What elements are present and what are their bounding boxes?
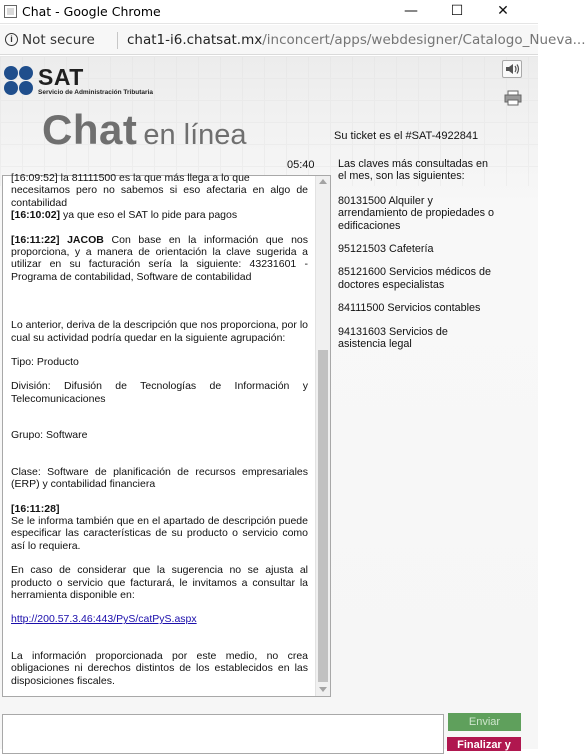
classification-grupo: Grupo: Software bbox=[11, 429, 88, 442]
window-titlebar bbox=[0, 0, 538, 24]
popular-code-item: 95121503 Cafetería bbox=[338, 243, 434, 256]
chat-messages bbox=[11, 172, 308, 687]
end-chat-button[interactable]: Finalizar y bbox=[447, 737, 521, 751]
chat-timer: 05:40 bbox=[287, 159, 315, 171]
message-header: [16:11:22] JACOB bbox=[11, 233, 104, 246]
popular-code-item: 85121600 Servicios médicos de doctores especialistas bbox=[338, 266, 492, 291]
sat-brand: SAT bbox=[38, 64, 84, 90]
message-text: ya que eso el SAT lo pide para pagos bbox=[62, 209, 238, 222]
scroll-up-arrow-icon[interactable] bbox=[319, 179, 327, 184]
url-host: chat1-i6.chatsat.mx bbox=[127, 32, 263, 48]
message bbox=[11, 209, 308, 221]
popular-code-item: 94131603 Servicios de asistencia legal bbox=[338, 325, 448, 351]
info-icon[interactable]: i bbox=[5, 33, 18, 46]
address-bar[interactable] bbox=[0, 25, 585, 55]
classification-clase: Clase: Software de planificación de recursos empresariales (ERP) y contabilidad financiera bbox=[11, 465, 308, 491]
popular-code-item: 84111500 Servicios contables bbox=[338, 302, 481, 315]
print-button[interactable] bbox=[504, 90, 522, 106]
transcript-scrollbar[interactable] bbox=[315, 176, 330, 696]
sat-logo bbox=[4, 66, 174, 102]
message-text: necesitamos pero no sabemos si eso afectaria en algo de contabilidad bbox=[11, 184, 308, 209]
message-text: La información proporcionada por este medio, no crea obligaciones ni derechos distintos de los establecidos en las disposiciones fiscales. bbox=[11, 649, 308, 687]
sound-toggle-button[interactable] bbox=[502, 60, 522, 78]
speaker-icon bbox=[503, 61, 521, 77]
url-path: /inconcert/apps/webdesigner/Catalogo_Nueva... bbox=[262, 32, 585, 48]
classification-division: División: Difusión de Tecnologías de Información y Telecomunicaciones bbox=[11, 380, 308, 405]
scroll-thumb[interactable] bbox=[318, 350, 328, 682]
security-status[interactable]: Not secure bbox=[22, 32, 95, 48]
page-title-main: Chat bbox=[42, 106, 138, 153]
message-timestamp: [16:10:02] bbox=[11, 209, 61, 222]
send-button[interactable]: Enviar bbox=[448, 713, 521, 731]
message-input[interactable] bbox=[2, 714, 444, 754]
message-text: En caso de considerar que la sugerencia no se ajusta al producto o servicio que facturará, le invitamos a consultar la herramienta disponible en: bbox=[11, 564, 308, 601]
address-divider bbox=[117, 32, 118, 49]
sat-logo-icon bbox=[4, 66, 36, 98]
page-title bbox=[42, 106, 247, 154]
chat-window-icon bbox=[4, 5, 17, 18]
message-timestamp: [16:11:28] bbox=[11, 502, 60, 515]
window-title: Chat - Google Chrome bbox=[22, 4, 161, 19]
catalog-link[interactable]: http://200.57.3.46:443/PyS/catPyS.aspx bbox=[11, 613, 197, 626]
sat-brand-subtitle: Servicio de Administración Tributaria bbox=[38, 89, 153, 96]
maximize-button[interactable]: ☐ bbox=[450, 3, 464, 19]
message-text: Se le informa también que en el apartado de descripción puede especificar las características de su producto o servicio como así lo requiera. bbox=[11, 514, 308, 552]
page-title-sub: en línea bbox=[143, 119, 247, 151]
minimize-button[interactable]: — bbox=[404, 3, 418, 19]
close-button[interactable]: ✕ bbox=[497, 3, 509, 19]
classification-tipo: Tipo: Producto bbox=[11, 356, 79, 369]
ticket-number: Su ticket es el #SAT-4922841 bbox=[334, 130, 479, 142]
popular-code-item: 80131500 Alquiler y arrendamiento de propiedades o edificaciones bbox=[338, 194, 495, 232]
url-text[interactable] bbox=[127, 32, 585, 48]
message-text: Lo anterior, deriva de la descripción que nos proporciona, por lo cual su actividad podría quedar en la siguiente agrupación: bbox=[11, 319, 308, 344]
chat-page bbox=[0, 56, 538, 749]
popular-codes-panel bbox=[338, 158, 498, 361]
chat-transcript[interactable] bbox=[2, 172, 331, 697]
message bbox=[11, 234, 308, 284]
message-text: Con base en la información que nos proporciona, y a manera de orientación la clave sugerida a utilizar en su facturación sería la siguiente: 43231601 - Programa de contabilidad, Software de contabilidad bbox=[11, 233, 309, 283]
message-text: [16:09:52] la 81111500 es la que más llega a lo que bbox=[11, 172, 250, 184]
popular-codes-intro: Las claves más consultadas en el mes, son las siguientes: bbox=[338, 158, 489, 183]
scroll-down-arrow-icon[interactable] bbox=[319, 687, 327, 692]
printer-icon bbox=[504, 90, 522, 106]
